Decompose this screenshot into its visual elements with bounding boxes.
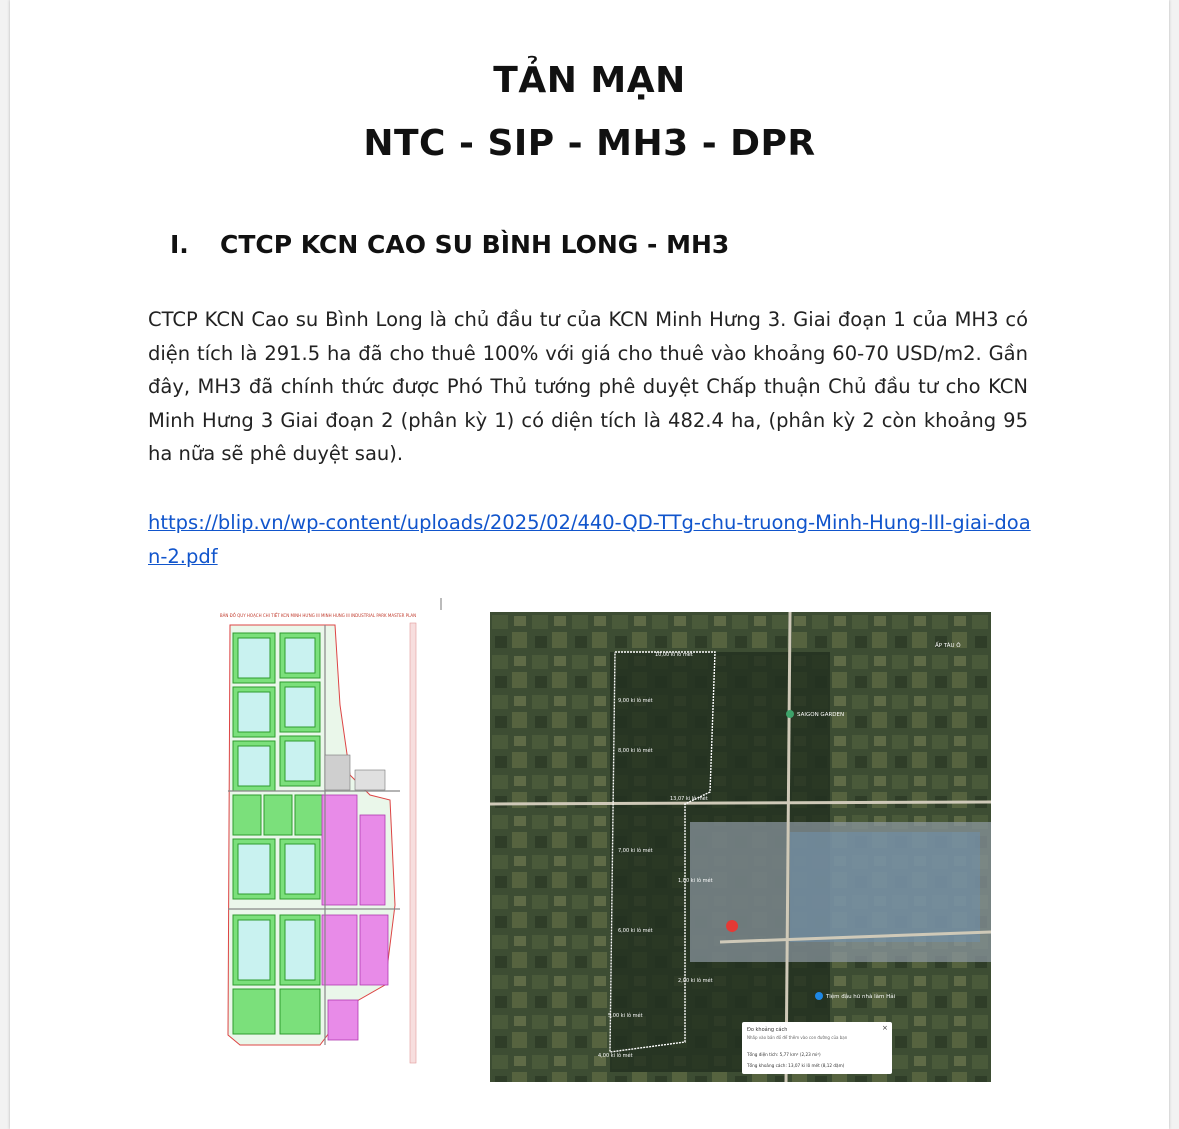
body-paragraph: CTCP KCN Cao su Bình Long là chủ đầu tư của KCN Minh Hưng 3. Giai đoạn 1 của MH3 có diện tích là 291.5 ha đã cho thuê 100% với giá cho thuê vào khoảng 60-70 USD/m2. Gần đây, MH3 đã chính thức được Phó Thủ tướng phê duyệt Chấp thuận Chủ đầu tư cho KCN Minh Hưng 3 Giai đoạn 2 (phân kỳ 1) có diện tích là 482.4 ha, (phân kỳ 2 còn khoảng 95 ha nữa sẽ phê duyệt sau).: [148, 308, 1028, 465]
distance-label: 10,00 ki lô mét: [655, 652, 693, 658]
satellite-drawing: [490, 612, 991, 1082]
section-title: CTCP KCN CAO SU BÌNH LONG - MH3: [220, 230, 730, 259]
master-plan-drawing: [200, 605, 435, 1065]
distance-label: 4,00 ki lô mét: [598, 1053, 633, 1059]
plan-header: BẢN ĐỒ QUY HOẠCH CHI TIẾT KCN MINH HƯNG III MINH HUNG III INDUSTRIAL PARK MASTER PLAN: [219, 613, 417, 618]
place-label: Tiệm đậu hũ nhà làm Hải: [826, 994, 896, 1000]
distance-label: 13,07 ki lô mét: [670, 796, 708, 802]
popup-title: Đo khoảng cách: [747, 1027, 788, 1033]
distance-label: 6,00 ki lô mét: [618, 928, 653, 934]
place-label: SAIGON GARDEN: [797, 712, 845, 718]
divider: [440, 598, 442, 610]
satellite-map: [490, 612, 991, 1082]
distance-label: 5,00 ki lô mét: [608, 1013, 643, 1019]
document-page: [10, 0, 1169, 1129]
distance-label: 8,00 ki lô mét: [618, 748, 653, 754]
popup-area: Tổng diện tích: 5,77 km² (2,23 mi²): [747, 1052, 821, 1057]
distance-label: 9,00 ki lô mét: [618, 698, 653, 704]
distance-label: 2,00 ki lô mét: [678, 978, 713, 984]
document-title-line-2: NTC - SIP - MH3 - DPR: [363, 123, 816, 164]
section-number: I.: [170, 230, 189, 259]
document-title-line-1: TẢN MẠN: [493, 60, 686, 101]
distance-label: 1,00 ki lô mét: [678, 878, 713, 884]
distance-label: 7,00 ki lô mét: [618, 848, 653, 854]
close-icon[interactable]: ×: [882, 1024, 888, 1032]
popup-distance: Tổng khoảng cách: 13,07 ki lô mét (8,12 dặm): [747, 1063, 845, 1068]
section-heading: [170, 230, 729, 259]
document-link[interactable]: https://blip.vn/wp-content/uploads/2025/02/440-QD-TTg-chu-truong-Minh-Hung-III-giai-doan-2.pdf: [148, 511, 1031, 568]
master-plan-map: [200, 605, 435, 1065]
place-label: ẤP TÀU Ô: [935, 643, 961, 649]
popup-hint: Nhấp vào bản đồ để thêm vào con đường của bạn: [747, 1035, 848, 1040]
